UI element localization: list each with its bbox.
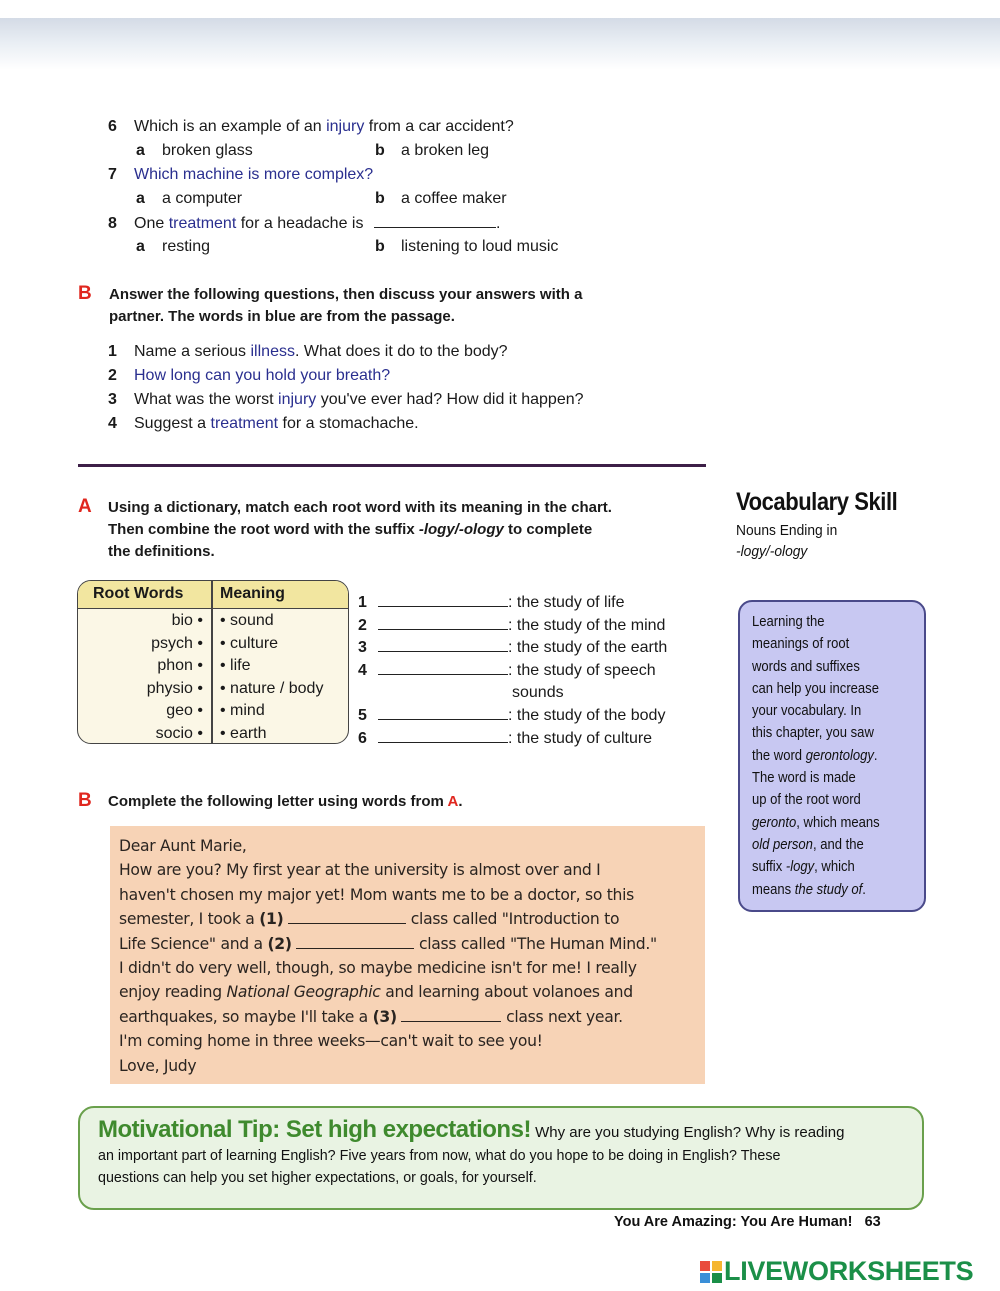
instruction-line: Using a dictionary, match each root word with its meaning in the chart. (108, 499, 612, 516)
option-text: a broken leg (401, 142, 490, 159)
discussion-question-3 (108, 390, 584, 410)
box-line: The word is made (752, 770, 856, 787)
option-letter: b (375, 190, 385, 207)
definition-number: 2 (358, 616, 367, 634)
section-b-letter: B (78, 283, 92, 304)
root-word[interactable]: socio • (155, 724, 203, 742)
question-end: . (495, 215, 501, 232)
vocab-word: treatment (168, 215, 237, 232)
question-text: Suggest a (134, 415, 211, 432)
footer-title: You Are Amazing: You Are Human! (614, 1214, 853, 1230)
definition-item (358, 615, 667, 638)
root-word[interactable]: physio • (146, 679, 203, 697)
letter-line: Love, Judy (119, 1056, 197, 1075)
logo-text: LIVEWORKSHEETS (724, 1256, 974, 1286)
box-line: suffix -logy, which (752, 859, 855, 876)
liveworksheets-logo[interactable] (700, 1256, 973, 1286)
letter-line: enjoy reading National Geographic and learning about volanoes and (119, 983, 633, 1002)
definition-text: : the study of speech (508, 661, 656, 679)
definition-number: 6 (358, 729, 367, 747)
question-text: Name a serious (134, 343, 251, 360)
question-number: 1 (108, 343, 117, 360)
motivational-tip (98, 1116, 918, 1190)
scan-top-edge (0, 18, 1000, 70)
discussion-question-2 (108, 366, 390, 386)
definition-text: : the study of the body (508, 706, 666, 724)
letter-blank-1[interactable] (288, 907, 406, 924)
box-line: geronto, which means (752, 814, 880, 831)
blank-number: (3) (372, 1007, 397, 1026)
question-number: 4 (108, 415, 117, 432)
option-8a[interactable] (136, 237, 210, 257)
vocabulary-skill-text (752, 611, 905, 901)
section-divider (78, 464, 706, 467)
tip-text: Why are you studying English? Why is reading (530, 1124, 845, 1141)
chart-header-meaning: Meaning (220, 585, 285, 602)
answer-blank[interactable] (378, 592, 508, 607)
vocab-word: injury (326, 118, 365, 135)
page-footer (614, 1214, 881, 1230)
definition-item (358, 660, 667, 683)
letter-line: earthquakes, so maybe I'll take a (3) class next year. (119, 1005, 699, 1029)
suffix-text: -logy/-ology (418, 521, 504, 538)
example-meaning: old person (752, 836, 813, 853)
option-7b[interactable] (375, 189, 507, 209)
tip-text: an important part of learning English? Five years from now, what do you hope to be doing in English? These (98, 1147, 781, 1164)
root-word[interactable]: geo • (166, 702, 203, 719)
instruction-line (108, 519, 718, 541)
instruction-line: partner. The words in blue are from the passage. (109, 308, 455, 325)
option-text: listening to loud music (401, 238, 559, 255)
letter-line: I'm coming home in three weeks—can't wait to see you! (119, 1032, 543, 1051)
root-word[interactable]: bio • (171, 612, 203, 629)
box-line: meanings of root (752, 636, 850, 653)
definition-text: : the study of the mind (508, 616, 666, 634)
option-letter: a (136, 190, 145, 207)
option-text: broken glass (162, 142, 253, 159)
definition-item (358, 637, 667, 660)
example-word: gerontology (805, 747, 874, 764)
box-line: words and suffixes (752, 658, 860, 675)
option-text: resting (162, 238, 211, 255)
instruction-text: to complete (503, 521, 593, 538)
question-number: 7 (108, 166, 117, 183)
definition-list (358, 592, 667, 750)
question-text: What was the worst (134, 391, 279, 408)
instruction-line: the definitions. (108, 543, 215, 560)
definition-text: sounds (512, 684, 564, 702)
option-letter: a (136, 238, 145, 255)
root-word-chart (77, 580, 349, 744)
box-line: the word gerontology. (752, 747, 878, 764)
letter-blank-2[interactable] (296, 932, 414, 949)
answer-blank[interactable] (378, 728, 508, 743)
box-line: your vocabulary. In (752, 703, 862, 720)
option-letter: b (375, 238, 385, 255)
root-word[interactable]: phon • (157, 657, 203, 674)
question-8 (108, 213, 500, 234)
question-text: Which is an example of an (134, 118, 327, 135)
option-letter: a (136, 142, 145, 159)
definition-number: 3 (358, 639, 367, 657)
option-7a[interactable] (136, 189, 242, 209)
option-text: a computer (162, 190, 243, 207)
section-b2-instructions (108, 791, 462, 813)
box-line: this chapter, you saw (752, 725, 874, 742)
box-line: old person, and the (752, 836, 864, 853)
question-text: for a stomachache. (278, 415, 419, 432)
chart-meaning-column (220, 610, 323, 744)
definition-item (358, 592, 667, 615)
option-6a[interactable] (136, 141, 253, 161)
question-text: One (134, 215, 169, 232)
example-root: geronto (752, 814, 797, 831)
letter-line: semester, I took a (1) class called "Introduction to (119, 907, 699, 931)
instruction-text: Complete the following letter using words from (108, 793, 448, 810)
subtitle-line: Nouns Ending in (736, 522, 838, 539)
definition-text: : the study of the earth (508, 639, 668, 657)
question-number: 3 (108, 391, 117, 408)
vocab-word: How long can you hold your breath? (134, 367, 391, 384)
option-text: a coffee maker (401, 190, 507, 207)
question-text: . What does it do to the body? (294, 343, 508, 360)
chart-roots-column (147, 610, 203, 744)
definition-number: 5 (358, 706, 367, 724)
blank-number: (1) (259, 910, 284, 929)
definition-item (358, 705, 667, 728)
vocabulary-skill-title: Vocabulary Skill (736, 488, 898, 516)
instruction-text: Then combine the root word with the suffix (108, 521, 419, 538)
option-8b[interactable] (375, 237, 558, 257)
example-suffix-meaning: the study of (794, 881, 863, 898)
instruction-ref: A (447, 793, 459, 810)
meaning[interactable]: • earth (220, 724, 267, 742)
option-6b[interactable] (375, 141, 489, 161)
discussion-question-4 (108, 414, 419, 434)
definition-continuation (358, 682, 667, 705)
letter-line: How are you? My first year at the university is almost over and I (119, 861, 601, 880)
letter-line: I didn't do very well, though, so maybe medicine isn't for me! I really (119, 959, 637, 978)
section-a-letter: A (78, 496, 92, 517)
box-line: Learning the (752, 614, 825, 630)
answer-blank[interactable] (378, 705, 508, 720)
chart-column-divider (211, 581, 213, 743)
question-7 (108, 165, 373, 185)
meaning[interactable]: • mind (220, 702, 265, 719)
logo-grid-icon (700, 1261, 722, 1283)
meaning[interactable]: • life (220, 657, 251, 674)
vocab-word: Which machine is more complex? (134, 166, 374, 183)
meaning[interactable]: • nature / body (220, 679, 324, 697)
answer-blank[interactable] (378, 660, 508, 675)
definition-text: : the study of life (508, 594, 625, 611)
letter-line: haven't chosen my major yet! Mom wants me to be a doctor, so this (119, 885, 634, 904)
box-line: means the study of. (752, 881, 866, 898)
meaning[interactable]: • culture (220, 634, 279, 652)
tip-text: questions can help you set higher expectations, or goals, for yourself. (98, 1170, 537, 1186)
subtitle-suffix: -logy/-ology (736, 543, 808, 560)
vocabulary-skill-subtitle (736, 520, 837, 562)
vocab-word: injury (278, 391, 317, 408)
section-a-instructions (108, 497, 718, 563)
question-number: 2 (108, 367, 117, 384)
definition-number: 4 (358, 661, 367, 679)
box-line: can help you increase (752, 680, 879, 697)
example-suffix: -logy (785, 859, 815, 876)
chart-header-roots: Root Words (93, 585, 184, 602)
discussion-question-1 (108, 342, 508, 362)
letter-line: Dear Aunt Marie, (119, 837, 247, 855)
question-text: from a car accident? (364, 118, 514, 135)
section-b2-letter: B (78, 790, 92, 811)
instruction-text: . (458, 793, 463, 810)
instruction-line: Answer the following questions, then discuss your answers with a (109, 286, 583, 303)
letter-line: Life Science" and a (2) class called "The Human Mind." (119, 932, 699, 956)
page-number: 63 (864, 1214, 881, 1230)
answer-blank[interactable] (374, 213, 496, 228)
question-text: you've ever had? How did it happen? (316, 391, 584, 408)
question-text: for a headache is (236, 215, 364, 232)
definition-item (358, 728, 667, 751)
letter-blank-3[interactable] (401, 1005, 501, 1022)
question-number: 6 (108, 118, 117, 135)
letter-text (119, 834, 699, 1078)
vocab-word: illness (250, 343, 295, 360)
magazine-title: National Geographic (226, 983, 381, 1002)
section-b-instructions (109, 284, 709, 328)
meaning[interactable]: • sound (220, 612, 274, 629)
option-letter: b (375, 142, 385, 159)
tip-title: Motivational Tip: Set high expectations! (98, 1116, 531, 1143)
question-number: 8 (108, 215, 117, 232)
blank-number: (2) (267, 934, 292, 953)
answer-blank[interactable] (378, 637, 508, 652)
box-line: up of the root word (752, 792, 861, 809)
answer-blank[interactable] (378, 615, 508, 630)
vocab-word: treatment (210, 415, 279, 432)
root-word[interactable]: psych • (151, 634, 203, 652)
definition-number: 1 (358, 594, 367, 611)
definition-text: : the study of culture (508, 729, 653, 747)
question-6 (108, 117, 514, 137)
